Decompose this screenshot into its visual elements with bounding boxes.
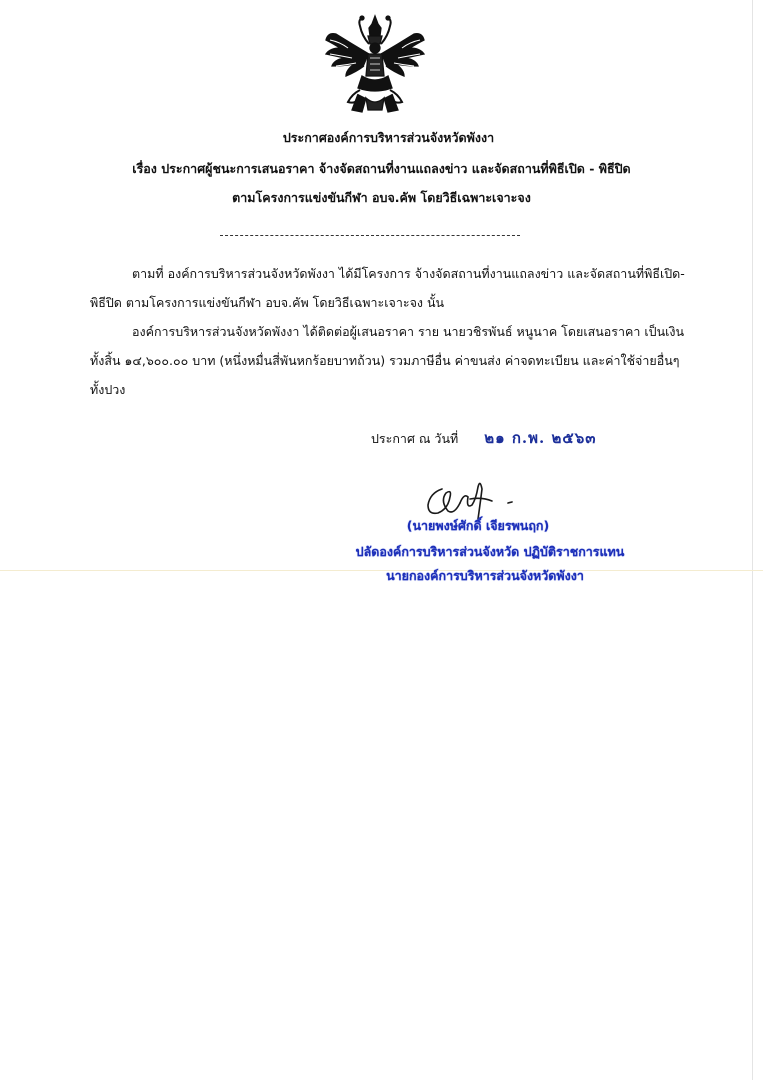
document-subject-continued: ตามโครงการแข่งขันกีฬา อบจ.คัพ โดยวิธีเฉพาะเจาะจง xyxy=(232,190,531,205)
paragraph-1-line-2: พิธีปิด ตามโครงการแข่งขันกีฬา อบจ.คัพ โดยวิธีเฉพาะเจาะจง นั้น xyxy=(90,295,445,310)
announce-date-row xyxy=(371,426,597,450)
paragraph-2-line-3: ทั้งปวง xyxy=(90,382,126,397)
signer-position-1: ปลัดองค์การบริหารส่วนจังหวัด ปฏิบัติราชการแทน xyxy=(355,544,625,559)
dashed-divider xyxy=(220,235,520,236)
announce-label: ประกาศ ณ วันที่ xyxy=(371,431,459,446)
document-subject: เรื่อง ประกาศผู้ชนะการเสนอราคา จ้างจัดสถานที่งานแถลงข่าว และจัดสถานที่พิธีเปิด - พิธีปิด xyxy=(132,161,631,176)
paragraph-1-line-1: ตามที่ องค์การบริหารส่วนจังหวัดพังงา ได้มีโครงการ จ้างจัดสถานที่งานแถลงข่าว และจัดสถานที่พิธีเปิด- xyxy=(132,266,685,281)
paragraph-1 xyxy=(90,259,690,317)
document-title: ประกาศองค์การบริหารส่วนจังหวัดพังงา xyxy=(282,130,495,145)
garuda-emblem-icon xyxy=(322,14,428,114)
signer-position-2: นายกองค์การบริหารส่วนจังหวัดพังงา xyxy=(386,568,584,583)
paragraph-2-line-2: ทั้งสิ้น ๑๔,๖๐๐.๐๐ บาท (หนึ่งหมื่นสี่พันหกร้อยบาทถ้วน) รวมภาษีอื่น ค่าขนส่ง ค่าจดทะเบียน และค่าใช้จ่ายอื่นๆ xyxy=(90,353,680,368)
paragraph-2 xyxy=(90,317,690,404)
announce-date: ๒๑ ก.พ. ๒๕๖๓ xyxy=(484,429,597,447)
signer-name: (นายพงษ์ศักดิ์ เจียรพนฤก) xyxy=(406,518,550,533)
paragraph-2-line-1: องค์การบริหารส่วนจังหวัดพังงา ได้ติดต่อผู้เสนอราคา ราย นายวชิรพันธ์ หนูนาค โดยเสนอราคา เป็นเงิน xyxy=(132,324,685,339)
